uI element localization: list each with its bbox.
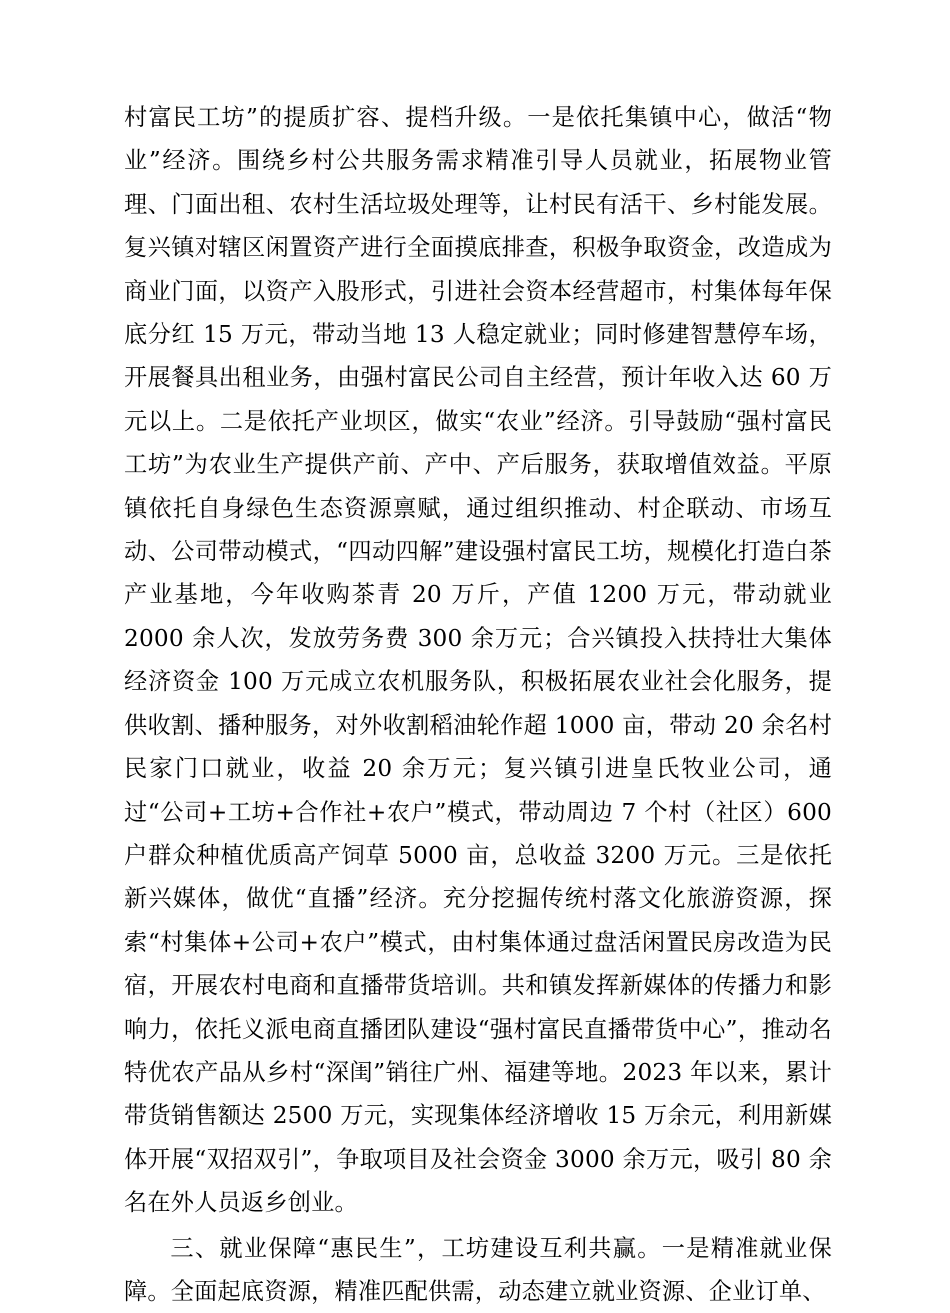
paragraph-2: 三、就业保障“惠民生”，工坊建设互利共赢。一是精准就业保障。全面起底资源，精准匹配供需，动态建立就业资源、企业订单、	[124, 1234, 832, 1305]
document-body	[124, 96, 832, 1313]
paragraph-1: 村富民工坊”的提质扩容、提档升级。一是依托集镇中心，做活“物业”经济。围绕乡村公共服务需求精准引导人员就业，拓展物业管理、门面出租、农村生活垃圾处理等，让村民有活干、乡村能发展。复兴镇对辖区闲置资产进行全面摸底排查，积极争取资金，改造成为商业门面，以资产入股形式，引进社会资本经营超市，村集体每年保底分红 15 万元，带动当地 13 人稳定就业；同时修建智慧停车场，开展餐具出租业务，由强村富民公司自主经营，预计年收入达 60 万元以上。二是依托产业坝区，做实“农业”经济。引导鼓励“强村富民工坊”为农业生产提供产前、产中、产后服务，获取增值效益。平原镇依托自身绿色生态资源禀赋，通过组织推动、村企联动、市场互动、公司带动模式，“四动四解”建设强村富民工坊，规模化打造白茶产业基地，今年收购茶青 20 万斤，产值 1200 万元，带动就业 2000 余人次，发放劳务费 300 余万元；合兴镇投入扶持壮大集体经济资金 100 万元成立农机服务队，积极拓展农业社会化服务，提供收割、播种服务，对外收割稻油轮作超 1000 亩，带动 20 余名村民家门口就业，收益 20 余万元；复兴镇引进皇氏牧业公司，通过“公司+工坊+合作社+农户”模式，带动周边 7 个村（社区）600 户群众种植优质高产饲草 5000 亩，总收益 3200 万元。三是依托新兴媒体，做优“直播”经济。充分挖掘传统村落文化旅游资源，探索“村集体+公司+农户”模式，由村集体通过盘活闲置民房改造为民宿，开展农村电商和直播带货培训。共和镇发挥新媒体的传播力和影响力，依托义派电商直播团队建设“强村富民直播带货中心”，推动名特优农产品从乡村“深闺”销往广州、福建等地。2023 年以来，累计带货销售额达 2500 万元，实现集体经济增收 15 万余元，利用新媒体开展“双招双引”，争取项目及社会资金 3000 余万元，吸引 80 余名在外人员返乡创业。	[124, 104, 832, 1217]
